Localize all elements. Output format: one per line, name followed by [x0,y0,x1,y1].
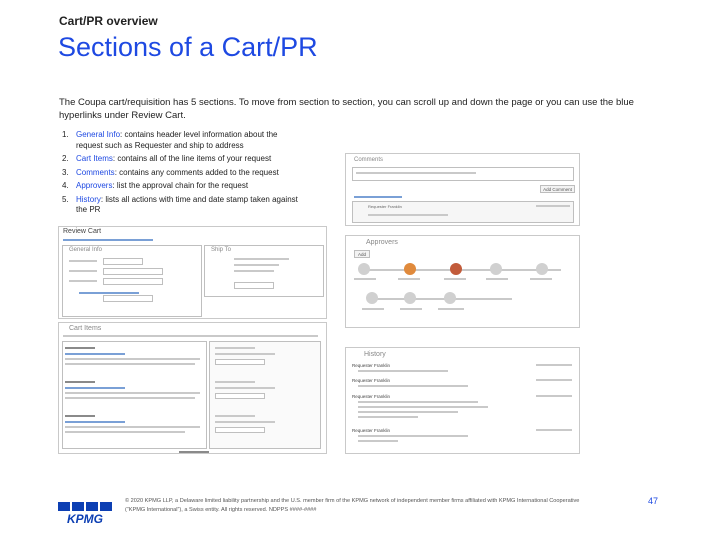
add-comment-button: Add Comment [540,185,575,193]
add-approver-button: Add [354,250,370,258]
comment-textarea [352,167,574,181]
list-item: 5. History: lists all actions with time and date stamp taken against the PR [62,194,298,214]
page-number: 47 [648,496,659,506]
history-entry: Requester Franklin [352,363,391,368]
review-cart-heading: Review Cart [63,228,102,235]
step-keyword: Cart Items [76,154,113,163]
approver-node [490,263,502,275]
review-cart-screenshot [58,226,327,319]
history-screenshot [345,347,580,454]
approver-node [444,292,456,304]
cart-items-heading: Cart Items [69,325,102,332]
comments-screenshot [345,153,580,226]
approvers-heading: Approvers [366,239,398,246]
history-entry: Requester Franklin [352,394,391,399]
step-keyword: History [76,194,101,204]
approvers-screenshot [345,235,580,328]
approver-node [450,263,462,275]
approver-node [404,263,416,275]
ship-to-heading: Ship To [211,247,231,253]
kpmg-logo [58,502,114,531]
step-keyword: General Info [76,130,121,139]
cart-items-screenshot [58,322,327,454]
step-keyword: Comments [76,167,115,177]
list-item: 2. Cart Items: contains all of the line items of your request [62,154,272,163]
logo-text: KPMG [67,512,103,526]
intro-paragraph: The Coupa cart/requisition has 5 sections. To move from section to section, you can scroll up and down the page or you can use the blue hyperlinks under Review Cart. [59,97,634,121]
page-title: Sections of a Cart/PR [58,32,318,62]
history-heading: History [364,351,386,358]
history-entry: Requester Franklin [352,378,391,383]
history-entry: Requester Franklin [352,428,391,433]
list-item: 1. General Info: contains header level information about the request such as Requester and ship to address [62,130,278,150]
approver-node [366,292,378,304]
list-item: 3. Comments: contains any comments added to the request [62,167,279,177]
legal-footer: © 2020 KPMG LLP, a Delaware limited liability partnership and the U.S. member firm of the KPMG network of independent member firms affiliated with KPMG International Cooperative (“KPMG International”), a Swiss entity. All rights reserved. NDPPS ####-#### [125,498,580,513]
section-eyebrow: Cart/PR overview [59,14,158,28]
step-keyword: Approvers [76,181,113,190]
comment-author: Requester Franklin [368,204,402,209]
comments-heading: Comments [354,157,384,163]
list-item: 4. Approvers: list the approval chain for the request [62,181,249,190]
general-info-heading: General Info [69,247,103,253]
approver-node [404,292,416,304]
sections-list [62,130,300,219]
approver-node [536,263,548,275]
approver-node [358,263,370,275]
